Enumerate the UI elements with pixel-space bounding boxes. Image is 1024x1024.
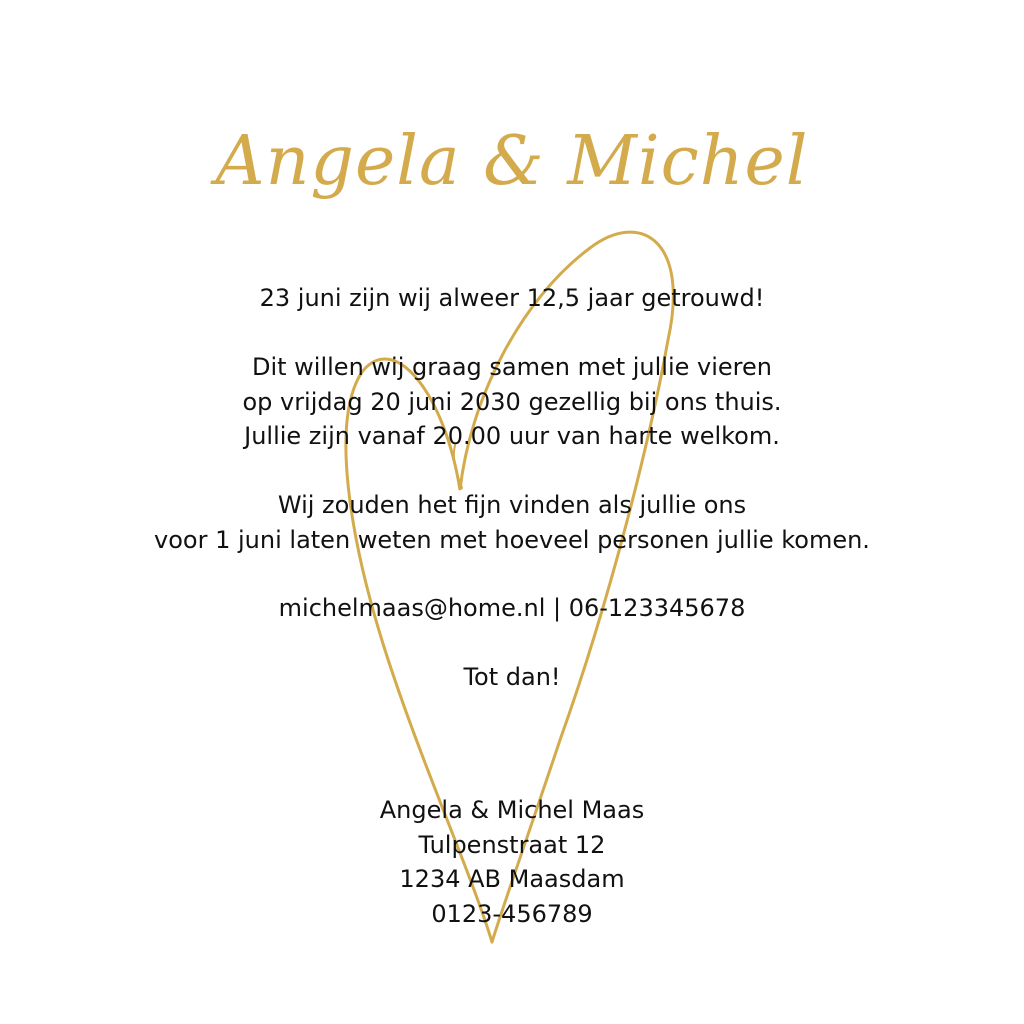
address-block [0, 793, 1024, 931]
card-title: Angela & Michel [215, 122, 809, 201]
rsvp-line: voor 1 juni laten weten met hoeveel personen jullie komen. [154, 525, 870, 554]
contact-line: michelmaas@home.nl | 06-123345678 [278, 594, 746, 622]
invitation-line: Jullie zijn vanaf 20.00 uur van harte welkom. [244, 422, 780, 450]
closing-line: Tot dan! [463, 663, 561, 691]
invitation-line: op vrijdag 20 juni 2030 gezellig bij ons thuis. [242, 387, 782, 416]
address-street: Tulpenstraat 12 [418, 830, 606, 859]
invitation-line: Dit willen wij graag samen met jullie vieren [251, 353, 772, 381]
address-phone: 0123-456789 [431, 899, 593, 928]
address-city: 1234 AB Maasdam [399, 865, 625, 893]
rsvp-line: Wij zouden het fijn vinden als jullie ons [277, 491, 747, 519]
contact-info [0, 591, 1024, 626]
announcement-line: 23 juni zijn wij alweer 12,5 jaar getrouwd! [259, 284, 765, 312]
invitation-paragraph [0, 350, 1024, 454]
address-name: Angela & Michel Maas [379, 796, 645, 824]
rsvp-paragraph [0, 488, 1024, 557]
announcement [0, 281, 1024, 316]
closing [0, 660, 1024, 695]
